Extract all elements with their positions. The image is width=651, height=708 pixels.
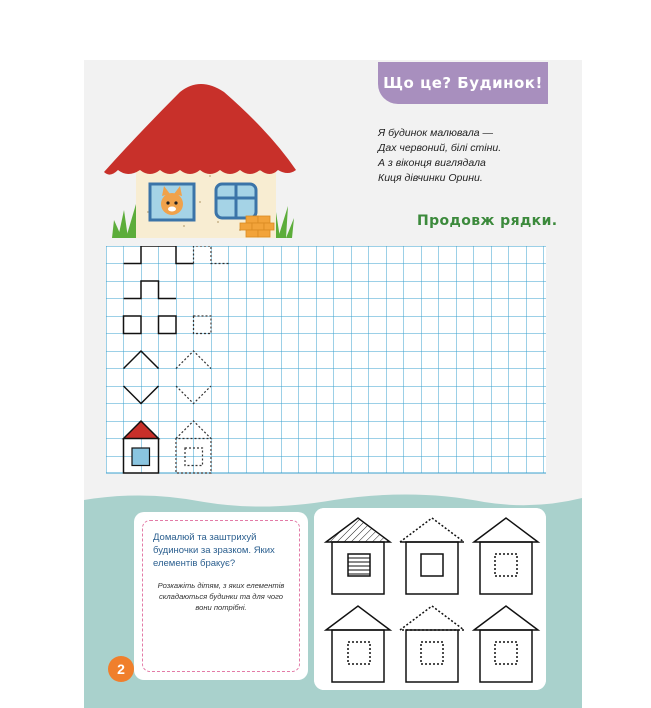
poem [378,126,568,186]
workbook-page [84,60,582,708]
task-title: Домалюй та заштрихуй будиночки за зразком. Яких елементів бракує? [153,532,275,569]
poem-line: Я будинок малювала — [378,127,494,139]
poem-line: Киця дівчинки Орини. [378,172,483,184]
houses-card[interactable] [314,508,546,690]
sample-house-window [132,448,150,466]
instruction-heading: Продовж рядки. [417,213,558,229]
tracing-grid[interactable] [106,246,546,478]
house-roof [104,84,296,175]
house-illustration [100,72,310,242]
task-hint: Розкажіть дітям, з яких елементів складаються будинки та для чого вони потрібні. [157,581,285,612]
task-card [134,512,308,680]
poem-line: А з віконця виглядала [378,157,486,169]
poem-line: Дах червоний, білі стіни. [378,142,502,154]
page-number: 2 [108,656,134,682]
page-title-badge: Що це? Будинок! [378,62,548,104]
